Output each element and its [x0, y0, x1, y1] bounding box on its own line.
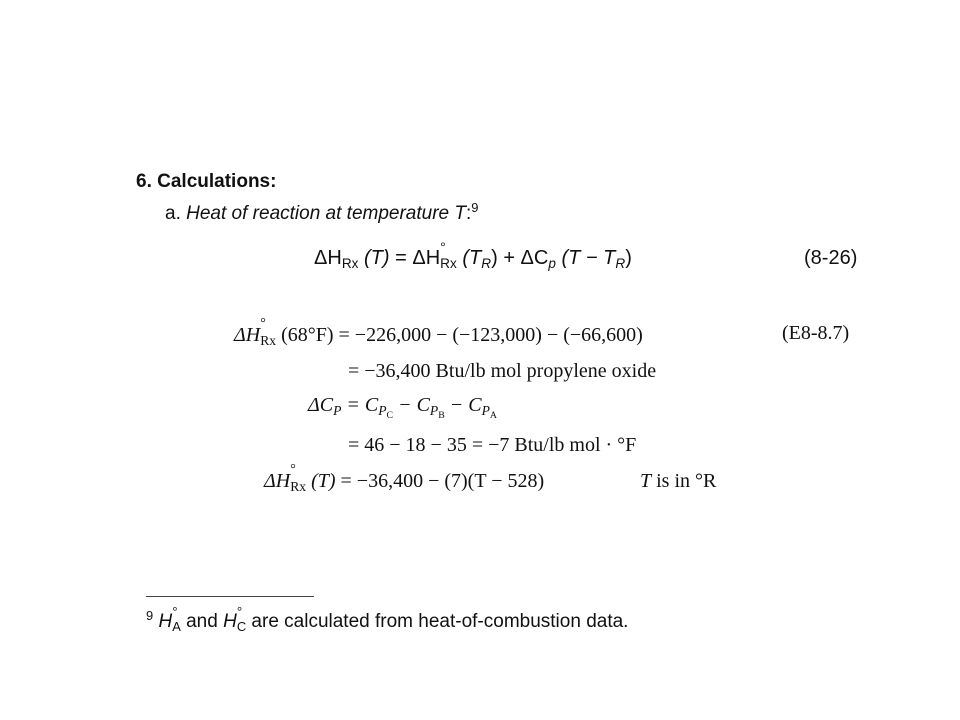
row3-c1-sub: [378, 402, 394, 421]
eq1-rhs1-arg-sub: R: [481, 255, 492, 271]
temperature-unit-note: [640, 470, 716, 493]
eq1-rhs2: (T − T: [561, 247, 616, 269]
row1-lhs-arg: (68°F): [281, 324, 334, 346]
example-equation-block: [228, 314, 868, 514]
footnote-ha-sup: °: [172, 603, 178, 619]
row3-lhs: ΔC: [308, 394, 334, 416]
eq1-rhs1-sup: °: [440, 239, 446, 256]
subsection-text: Heat of reaction at temperature: [186, 203, 450, 225]
footnote-ha-sub: A: [172, 618, 181, 634]
row3-c3-subsub: A: [489, 409, 497, 421]
row3-c3-sub-text: P: [481, 402, 490, 418]
row3-rhs-eq: = C: [346, 394, 379, 416]
footnote-ha-scripts: [172, 603, 181, 634]
section-number: 6.: [136, 171, 152, 192]
eq1-rhs1-sub: Rx: [440, 256, 457, 272]
row5-lhs-sub: Rx: [290, 479, 307, 495]
eq1-rhs1-scripts: [440, 239, 457, 272]
footnote-number: 9: [146, 608, 154, 623]
section-heading: [136, 171, 276, 193]
eq1-rhs1-arg-close: ): [491, 247, 498, 269]
eq1-lhs-symbol: ΔH: [314, 247, 342, 269]
eq1-lhs-arg: (T): [364, 247, 390, 269]
example-row-1: [234, 316, 643, 349]
eq1-rhs2-sub: R: [615, 255, 626, 271]
footnote: [146, 603, 629, 634]
eq1-equals: =: [395, 247, 407, 269]
row5-lhs-arg: (T): [311, 470, 336, 492]
subsection-letter: a.: [165, 203, 181, 225]
row3-c2-subsub: B: [438, 409, 445, 421]
equation-tag-8-26: (8-26): [804, 247, 858, 269]
row3-c2-sub-text: P: [429, 402, 439, 418]
example-row-5: [264, 462, 545, 495]
row1-lhs-scripts: [260, 316, 277, 349]
row3-lhs-sub: P: [333, 402, 342, 418]
footnote-rule: [146, 596, 314, 597]
row3-minus1: − C: [398, 394, 430, 416]
row3-minus2: − C: [449, 394, 482, 416]
footnote-hc-symbol: H: [223, 611, 237, 633]
row1-lhs-sub: Rx: [260, 333, 277, 349]
row3-c2-sub: [429, 402, 445, 421]
example-row-2: = −36,400 Btu/lb mol propylene oxide: [348, 360, 657, 382]
footnote-ha-symbol: H: [158, 611, 173, 633]
footnote-hc-sub: C: [236, 618, 247, 634]
row5-lhs-sup: °: [290, 462, 296, 478]
example-row-3: [308, 394, 497, 421]
footnote-hc-scripts: [236, 603, 247, 634]
row1-lhs-sup: °: [260, 316, 266, 332]
equation-8-26: [314, 239, 632, 272]
footnote-ref: 9: [471, 200, 479, 215]
subsection-heading: [165, 200, 478, 225]
example-row-4: = 46 − 18 − 35 = −7 Btu/lb mol · °F: [348, 434, 637, 456]
eq1-rhs1-arg-open: (T: [462, 247, 482, 269]
equation-tag-e8-8-7: (E8-8.7): [782, 322, 850, 344]
subsection-var: T: [454, 203, 467, 225]
eq1-plus-dcp: + ΔC: [503, 247, 549, 269]
note-text: is in °R: [656, 470, 717, 492]
row3-c1-subsub: C: [386, 409, 394, 421]
row5-lhs-symbol: ΔH: [264, 470, 291, 492]
footnote-and: and: [186, 611, 218, 633]
row3-c1-sub-text: P: [378, 402, 387, 418]
eq1-cp-sub: p: [548, 255, 556, 271]
row1-rhs: = −226,000 − (−123,000) − (−66,600): [338, 324, 643, 346]
footnote-text: are calculated from heat-of-combustion data.: [251, 611, 629, 633]
row5-rhs: = −36,400 − (7)(T − 528): [340, 470, 545, 492]
eq1-rhs2-close: ): [625, 247, 632, 269]
subsection-colon: :: [466, 203, 472, 225]
eq1-lhs-sub: Rx: [341, 255, 359, 271]
section-title: Calculations:: [157, 171, 277, 192]
row3-c3-sub: [481, 402, 497, 421]
note-var: T: [640, 470, 652, 492]
row5-lhs-scripts: [290, 462, 307, 495]
row1-lhs-symbol: ΔH: [234, 324, 261, 346]
eq1-rhs1-symbol: ΔH: [412, 247, 441, 269]
footnote-hc-sup: °: [236, 603, 243, 619]
